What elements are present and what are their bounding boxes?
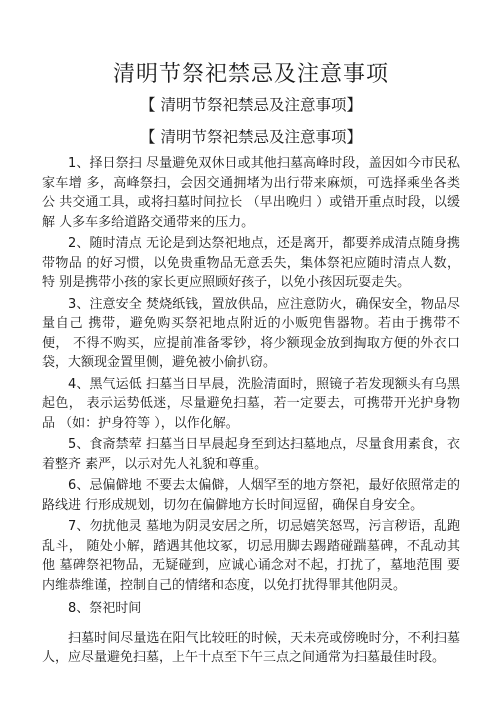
paragraph-5: 5、食斋禁荤 扫墓当日早晨起身至到达扫墓地点，尽量食用素食，衣着整齐 素严，以示对先人礼貌和尊重。 — [42, 437, 460, 472]
paragraph-3: 3、注意安全 焚烧纸钱，置放供品，应注意防火，确保安全，物品尽量自己 携带，避免购买祭祀地点附近的小贩兜售器物。若由于携带不便， 不得不购买，应提前准备零钞，将少额现金放到掏取方便的外衣口 袋，大额现金置里侧，避免被小偷扒窃。 — [42, 296, 460, 370]
paragraph-4: 4、黑气运低 扫墓当日早晨，洗脸清面时，照镜子若发现额头有乌黑起色， 表示运势低迷，尽量避免扫墓，若一定要去，可携带开光护身物品 （如：护身符等 ），以作化解。 — [42, 376, 460, 431]
subtitle-1: 【 清明节祭祀禁忌及注意事项】 — [140, 96, 362, 114]
paragraph-1: 1、择日祭扫 尽量避免双休日或其他扫墓高峰时段，盖因如今市民私家车增 多，高峰祭扫，会因交通拥堵为出行带来麻烦，可选择乘坐各类公 共交通工具，或将扫墓时间拉长 （早出晚归 ）或错开重点时段，以缓解 人多车多给道路交通带来的压力。 — [42, 156, 460, 230]
paragraph-6: 6、忌偏僻地 不要去太偏僻，人烟罕至的地方祭祀，最好依照常走的路线进 行形成规划，切勿在偏僻地方长时间逗留，确保自身安全。 — [42, 478, 460, 513]
subtitle-2: 【 清明节祭祀禁忌及注意事项】 — [140, 128, 362, 146]
document-title: 清明节祭祀禁忌及注意事项 — [112, 62, 389, 87]
paragraph-2: 2、随时清点 无论是到达祭祀地点，还是离开，都要养成清点随身携带物品 的好习惯，以免贵重物品无意丢失，集体祭祀应随时清点人数，特 别是携带小孩的家长更应照顾好孩子，以免小孩因玩耍走失。 — [42, 236, 460, 290]
paragraph-7: 7、勿扰他灵 墓地为阴灵安居之所，切忌嬉笑怒骂，污言秽语，乱跑乱斗， 随处小解，踏遇其他坟冢，切忌用脚去踢踏碰踹墓碑，不乱动其他 墓碑祭祀物品，无疑碰到，应诚心诵念对不起，打扰了，墓地范围 要内维恭维谨，控制自己的情绪和态度，以免打扰得罪其他阴灵。 — [42, 519, 460, 593]
paragraph-8: 扫墓时间尽量选在阳气比较旺的时候，天未亮或傍晚时分，不利扫墓人，应尽量避免扫墓，上午十点至下午三点之间通常为扫墓最佳时段。 — [42, 630, 460, 665]
section-heading-8: 8、祭祀时间 — [68, 601, 142, 616]
